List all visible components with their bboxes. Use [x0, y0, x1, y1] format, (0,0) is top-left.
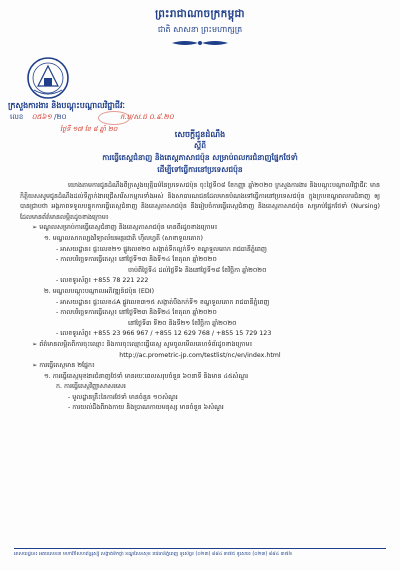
- reference-handwritten-number: ០៥៦១: [31, 113, 52, 121]
- center-1-address: - អាសយដ្ឋាន៖ ផ្ទះលេខ២១ ផ្លូវលេខ២០ សង្កាត់ទឹកល្អក់ទី១ ខណ្ឌទួលគោក រាជធានីភ្នំពេញ: [56, 245, 267, 253]
- notice-body: [20, 181, 380, 414]
- ornament-divider: [170, 39, 230, 47]
- notice-subject: ការធ្វើតេស្តជំនាញ និងតេស្តភាសាជប៉ុន សម្រាប់ពលករជំនាញផ្នែកថែទាំ: [102, 153, 298, 162]
- center-2-address: - អាសយដ្ឋាន៖ ផ្ទះលេខ៤A ផ្លូវលេខ៣១៥ សង្កាត់បឹងកក់ទី១ ខណ្ឌទួលគោក រាជធានីភ្នំពេញ: [56, 298, 270, 306]
- part-1a-item-1: - មូលដ្ឋានគ្រឹះនៃការថែទាំ មានចំនួន ១០សំណួរ: [68, 393, 178, 401]
- part-1a-item-2: - ការយល់ដឹងពីរាងកាយ និងប្រាណកាយមនុស្ស មានចំនួន ៦សំណួរ: [68, 404, 224, 412]
- center-2-phone: - លេខទូរស័ព្ទ៖ +855 23 966 967 / +855 12 629 768 / +855 15 729 123: [56, 330, 272, 338]
- reference-suffix: /២០: [53, 113, 67, 121]
- ministry-name: ក្រសួងការងារ និងបណ្តុះបណ្តាលវិជ្ជាជីវៈ: [8, 101, 125, 110]
- reference-code: ក.ប/ស.ជ ០.៩.២០: [120, 113, 174, 121]
- section-test-centers: ➢ មណ្ឌលសម្រាប់ការធ្វើតេស្តជំនាញ និងតេស្តភាសាជប៉ុន មានពីរដូចខាងក្រោម៖: [32, 224, 218, 232]
- part-1a-title: ក. ការធ្វើតេស្តវិញ្ញាសាសរសេរ: [56, 383, 126, 391]
- registration-link[interactable]: http://ac.prometric-jp.com/testlist/nc/en/index.html: [119, 351, 281, 359]
- section-test-parts: ➢ ការធ្វើតេស្តមាន ២ផ្នែក៖: [32, 362, 95, 370]
- notice-title: សេចក្តីជូនដំណឹង: [174, 130, 226, 139]
- intro-paragraph: យោងតាមការជូនដំណឹងពីក្រសួងយុត្តិធម៌នៃប្រទេសជប៉ុន ចុះថ្ងៃទី០៨ ខែកញ្ញា ឆ្នាំ២០២០ ក្រសួងការងារ និងបណ្តុះបណ្តាលវិជ្ជាជីវៈ មានកិត្តិយសសូមជូនដំណឹងដល់ទីភ្នាក់ងារជ្រើសរើសកម្មករទាំងអស់ និងសាធារណជនដែលមានបំណងទៅធ្វើការនៅប្រទេសជប៉ុន ក្នុងក្របខណ្ឌពលករជំនាញ ឲ្យបានជ្រាបថា អង្គភាពទទួលបន្ទុកការធ្វើតេស្តជំនាញ និងតេស្តភាសាជប៉ុន នឹងរៀបចំការធ្វើតេស្តជំនាញ និងតេស្តភាសាជប៉ុន សម្រាប់ផ្នែកថែទាំ (Nursing) ដែលមានព័ត៌មានលម្អិតដូចខាងក្រោម៖: [20, 182, 380, 221]
- kingdom-heading: ព្រះរាជាណាចក្រកម្ពុជា: [155, 8, 245, 20]
- handwritten-date: ថ្ងៃទី ១៧ ខែ ៨ ឆ្នាំ ២០: [60, 125, 118, 133]
- part-1-title: ១. ការធ្វើតេស្តមុខងារជំនាញថែទាំ មានរយៈពេលសរុបចំនួន ៦០នាទី និងមាន ៤៥សំណួរ: [44, 372, 249, 380]
- reference-number: [10, 113, 67, 123]
- center-1-period-cont: ចាប់ពីថ្ងៃទី៤ ដល់ថ្ងៃទី៦ និងនៅថ្ងៃទី១៨ ខែវិច្ឆិកា ឆ្នាំ២០២០: [128, 266, 267, 274]
- center-2-period: - កាលបរិច្ឆេទការធ្វើតេស្ត៖ នៅថ្ងៃទី២៣ និងទី២៤ ខែតុលា ឆ្នាំ២០២០: [56, 309, 217, 317]
- footer-divider: [14, 548, 386, 549]
- center-2-title: ២. មណ្ឌលបណ្តុះបណ្តាលអភិវឌ្ឍន៍ជប៉ុន (EDI): [44, 287, 155, 295]
- notice-subject-cont: ដើម្បីទៅធ្វើការនៅប្រទេសជប៉ុន: [157, 165, 243, 174]
- ministry-logo-icon: [26, 56, 70, 100]
- center-1-phone: - លេខទូរស័ព្ទ៖ +855 78 221 222: [56, 277, 149, 285]
- center-1-title: ១. មណ្ឌលសាកល្បងវិទ្យាល័យអន្តរជាតិ ហ៊ីលហ្វតី (សាខាទួលគោក): [44, 234, 203, 242]
- center-1-period: - កាលបរិច្ឆេទការធ្វើតេស្ត៖ នៅថ្ងៃទី១៣ និងទី១៤ ខែតុលា ឆ្នាំ២០២០: [56, 256, 217, 264]
- center-2-period-cont: នៅថ្ងៃទី៣ ទី២០ និងទី២១ ខែវិច្ឆិកា ឆ្នាំ២០២០: [128, 319, 237, 327]
- national-motto: ជាតិ សាសនា ព្រះមហាក្សត្រ: [157, 25, 243, 34]
- footer-address: អាសយដ្ឋាន៖ អគារលេខ៣ មហាវិថីសហព័ន្ធរុស្ស៊ី សង្កាត់ទឹកថ្លា ខណ្ឌសែនសុខ រាជធានីភ្នំពេញ ទូរស័ព្ទ៖ (០២៣) ៨៨៤ ៣៧៥ ទូរសារ៖ (០២៣) ៨៨៤ ៣៧៦: [14, 552, 292, 557]
- registration-info: ➢ ព័ត៌មានលម្អិតពីការចុះឈ្មោះ និងការចុះឈ្មោះធ្វើតេស្ត សូមចូលមើលគេហទំព័រដូចខាងក្រោម៖: [32, 340, 253, 348]
- notice-subject-label: ស្តីពី: [194, 141, 206, 150]
- reference-prefix: លេខ: [10, 113, 24, 121]
